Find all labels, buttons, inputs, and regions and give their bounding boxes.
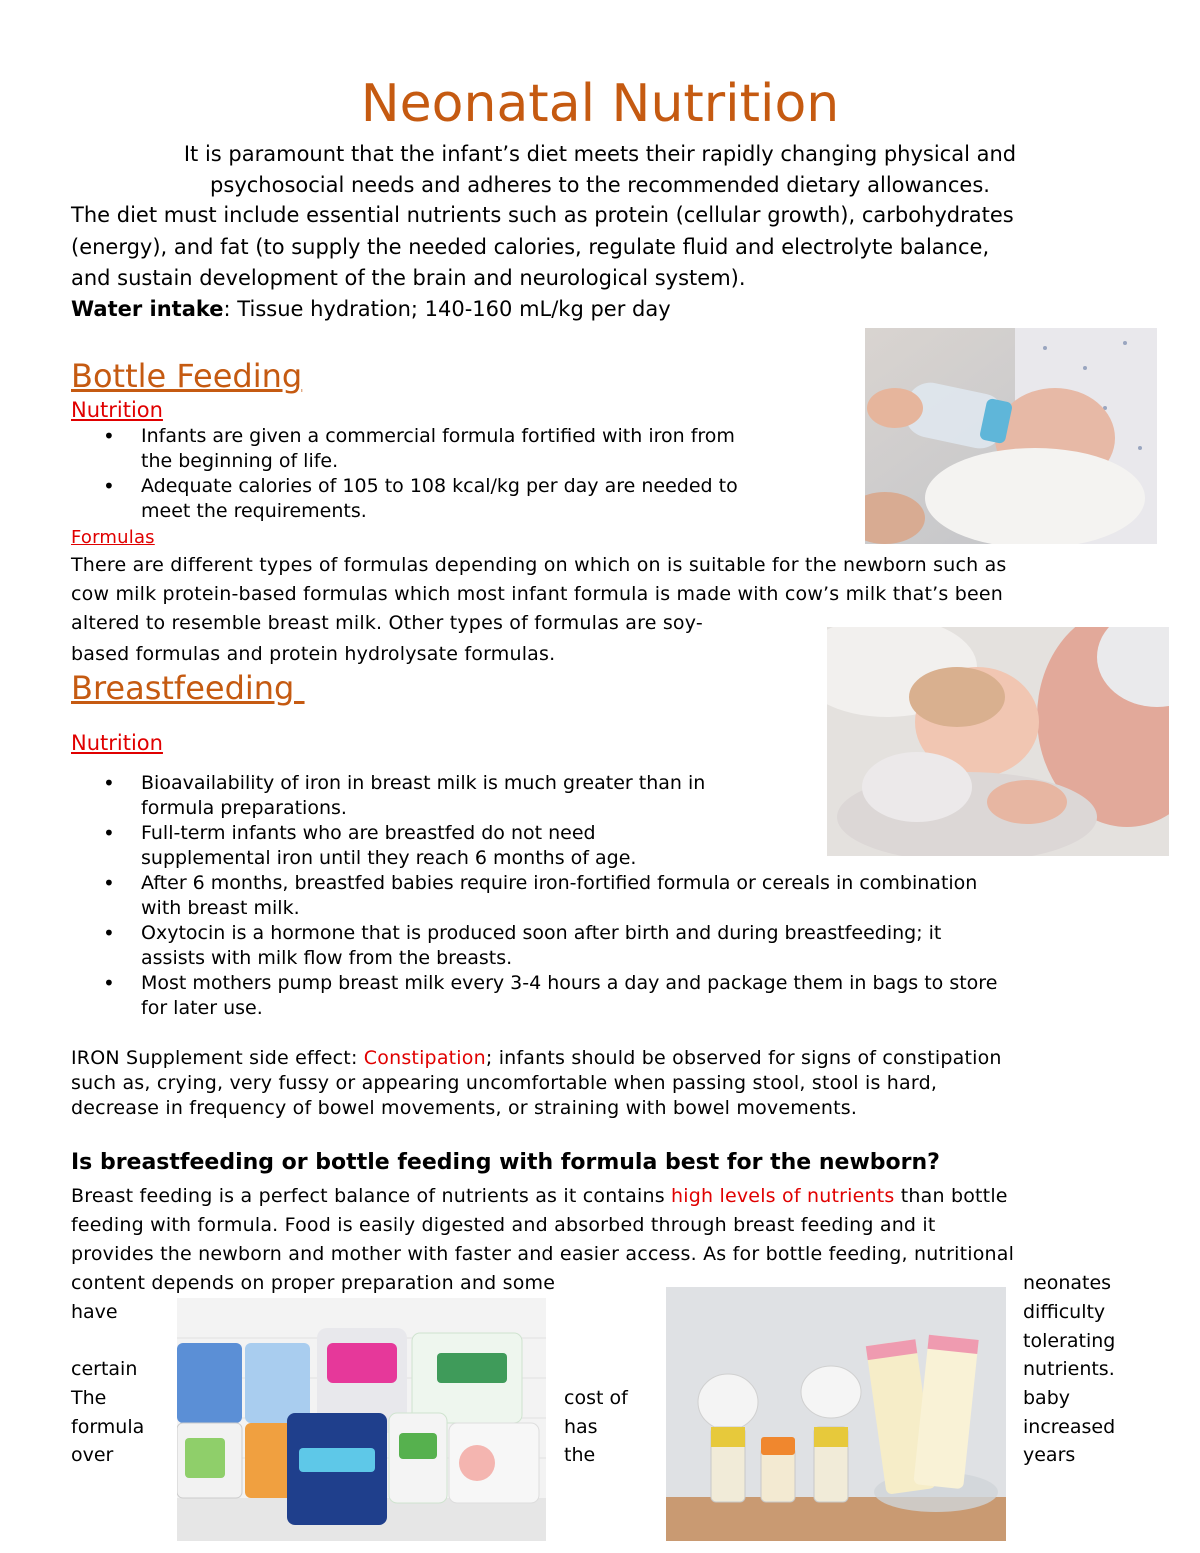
bullet-icon: • bbox=[103, 821, 115, 845]
word-certain: certain bbox=[71, 1358, 138, 1380]
breast-bullet-1-line-2: formula preparations. bbox=[141, 797, 347, 819]
breast-bullet-4-line-2: assists with milk flow from the breasts. bbox=[141, 947, 513, 969]
word-years: years bbox=[1023, 1444, 1076, 1466]
formulas-line-3: altered to resemble breast milk. Other types of formulas are soy- bbox=[71, 612, 703, 634]
question-line-3: provides the newborn and mother with faster and easier access. As for bottle feeding, nutritional bbox=[71, 1243, 1015, 1265]
breastfeeding-heading-text: Breastfeeding bbox=[71, 669, 305, 707]
word-nutrients: nutrients. bbox=[1023, 1358, 1115, 1380]
question-l1-highlight: high levels of nutrients bbox=[671, 1185, 895, 1207]
iron-line-3: decrease in frequency of bowel movements, or straining with bowel movements. bbox=[71, 1097, 858, 1119]
question-l1-prefix: Breast feeding is a perfect balance of nutrients as it contains bbox=[71, 1185, 672, 1207]
bullet-icon: • bbox=[103, 971, 115, 995]
breast-bullet-2-line-1: Full-term infants who are breastfed do not need bbox=[141, 822, 596, 844]
bottle-bullet-1-line-1: Infants are given a commercial formula fortified with iron from bbox=[141, 425, 735, 447]
question-l1-suffix: than bottle bbox=[894, 1185, 1008, 1207]
breastfeeding-heading bbox=[71, 668, 305, 708]
word-have: have bbox=[71, 1301, 118, 1323]
breast-bullet-3-line-1: After 6 months, breastfed babies require iron-fortified formula or cereals in combination bbox=[141, 872, 978, 894]
formula-cans-photo bbox=[177, 1298, 546, 1541]
iron-prefix: IRON Supplement side effect: bbox=[71, 1047, 364, 1069]
question-line-2: feeding with formula. Food is easily digested and absorbed through breast feeding and it bbox=[71, 1214, 936, 1236]
intro-line-1: It is paramount that the infant’s diet meets their rapidly changing physical and bbox=[183, 142, 1017, 166]
iron-rest: ; infants should be observed for signs of constipation bbox=[485, 1047, 1002, 1069]
breast-bullet-5-line-1: Most mothers pump breast milk every 3-4 hours a day and package them in bags to store bbox=[141, 972, 998, 994]
word-formula: formula bbox=[71, 1416, 145, 1438]
question-heading: Is breastfeeding or bottle feeding with formula best for the newborn? bbox=[71, 1150, 940, 1175]
water-intake-text: : Tissue hydration; 140-160 mL/kg per day bbox=[223, 297, 671, 321]
bottle-bullet-2-line-1: Adequate calories of 105 to 108 kcal/kg per day are needed to bbox=[141, 475, 738, 497]
bullet-icon: • bbox=[103, 871, 115, 895]
formulas-line-4: based formulas and protein hydrolysate formulas. bbox=[71, 643, 556, 665]
word-over: over bbox=[71, 1444, 114, 1466]
word-tolerating: tolerating bbox=[1023, 1330, 1116, 1352]
breast-bullet-2-line-2: supplemental iron until they reach 6 months of age. bbox=[141, 847, 637, 869]
word-baby: baby bbox=[1023, 1387, 1071, 1409]
word-difficulty: difficulty bbox=[1023, 1301, 1106, 1323]
word-the-cap: The bbox=[71, 1387, 107, 1409]
breast-bullet-4-line-1: Oxytocin is a hormone that is produced soon after birth and during breastfeeding; it bbox=[141, 922, 942, 944]
question-line-1 bbox=[71, 1182, 1008, 1211]
breast-milk-pump-photo bbox=[666, 1287, 1006, 1541]
formulas-label: Formulas bbox=[71, 527, 155, 548]
word-the: the bbox=[564, 1444, 596, 1466]
word-increased: increased bbox=[1023, 1416, 1116, 1438]
bottle-feeding-heading: Bottle Feeding bbox=[71, 357, 303, 395]
formulas-line-1: There are different types of formulas depending on which on is suitable for the newborn such as bbox=[71, 554, 1007, 576]
intro-line-4: (energy), and fat (to supply the needed calories, regulate fluid and electrolyte balance, bbox=[71, 235, 990, 259]
bottle-nutrition-label: Nutrition bbox=[71, 398, 163, 422]
bottle-bullet-2-line-2: meet the requirements. bbox=[141, 500, 367, 522]
breast-bullet-1-line-1: Bioavailability of iron in breast milk is much greater than in bbox=[141, 772, 706, 794]
word-neonates: neonates bbox=[1023, 1272, 1112, 1294]
breastfeeding-photo bbox=[827, 627, 1169, 856]
word-cost-of: cost of bbox=[564, 1387, 628, 1409]
word-has: has bbox=[564, 1416, 598, 1438]
bullet-icon: • bbox=[103, 474, 115, 498]
bullet-icon: • bbox=[103, 424, 115, 448]
iron-highlight: Constipation bbox=[363, 1047, 486, 1069]
question-line-4: content depends on proper preparation and some bbox=[71, 1272, 556, 1294]
water-intake bbox=[71, 294, 671, 325]
bottle-feeding-photo bbox=[865, 328, 1157, 544]
bullet-icon: • bbox=[103, 771, 115, 795]
breast-nutrition-label: Nutrition bbox=[71, 731, 163, 755]
intro-line-2: psychosocial needs and adheres to the recommended dietary allowances. bbox=[210, 173, 990, 197]
breast-bullet-3-line-2: with breast milk. bbox=[141, 897, 300, 919]
intro-line-5: and sustain development of the brain and neurological system). bbox=[71, 266, 746, 290]
water-intake-label: Water intake bbox=[71, 297, 224, 321]
formulas-line-2: cow milk protein-based formulas which most infant formula is made with cow’s milk that’s been bbox=[71, 583, 1003, 605]
intro-line-3: The diet must include essential nutrients such as protein (cellular growth), carbohydrates bbox=[71, 203, 1014, 227]
bullet-icon: • bbox=[103, 921, 115, 945]
breast-bullet-5-line-2: for later use. bbox=[141, 997, 263, 1019]
bottle-bullet-1-line-2: the beginning of life. bbox=[141, 450, 339, 472]
page-title: Neonatal Nutrition bbox=[360, 74, 840, 134]
iron-line-2: such as, crying, very fussy or appearing uncomfortable when passing stool, stool is hard, bbox=[71, 1072, 938, 1094]
